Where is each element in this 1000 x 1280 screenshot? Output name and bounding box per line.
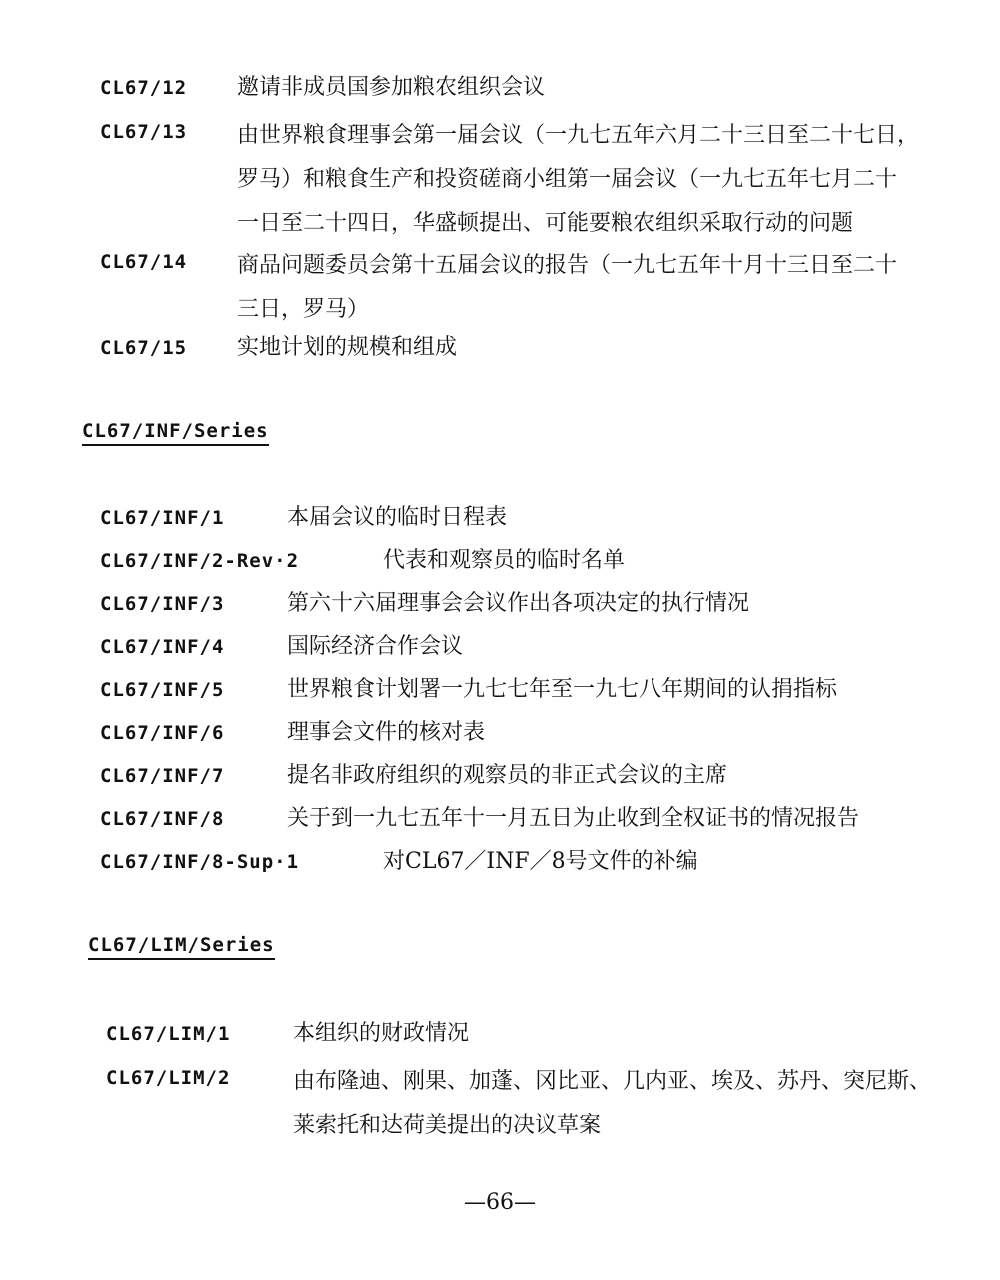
document-code: CL67/15 <box>100 337 188 359</box>
document-code: CL67/13 <box>100 121 188 143</box>
document-title: 世界粮食计划署一九七七年至一九七八年期间的认捐指标 <box>287 677 838 702</box>
document-code: CL67/INF/7 <box>100 765 225 787</box>
document-title: 莱索托和达荷美提出的决议草案 <box>293 1113 602 1138</box>
document-title: 一日至二十四日，华盛顿提出、可能要粮农组织采取行动的问题 <box>237 211 854 236</box>
document-code: CL67/14 <box>100 251 188 273</box>
document-code: CL67/12 <box>100 77 188 99</box>
document-title: 商品问题委员会第十五届会议的报告（一九七五年十月十三日至二十 <box>237 253 898 278</box>
document-title: 对CL67／INF／8号文件的补编 <box>383 849 698 874</box>
document-title: 本届会议的临时日程表 <box>287 505 508 530</box>
document-title: 三日，罗马） <box>237 297 370 322</box>
document-title: 本组织的财政情况 <box>293 1021 470 1046</box>
document-title: 实地计划的规模和组成 <box>237 335 458 360</box>
document-title: 提名非政府组织的观察员的非正式会议的主席 <box>287 763 728 788</box>
document-code: CL67/INF/8-Sup·1 <box>100 851 300 873</box>
document-code: CL67/LIM/2 <box>106 1067 231 1089</box>
document-code: CL67/INF/1 <box>100 507 225 529</box>
document-title: 理事会文件的核对表 <box>287 720 486 745</box>
document-title: 国际经济合作会议 <box>287 634 464 659</box>
document-title: 罗马）和粮食生产和投资磋商小组第一届会议（一九七五年七月二十 <box>237 167 898 192</box>
document-title: 代表和观察员的临时名单 <box>383 548 626 573</box>
document-title: 由世界粮食理事会第一届会议（一九七五年六月二十三日至二十七日， <box>237 123 920 148</box>
document-code: CL67/INF/6 <box>100 722 225 744</box>
document-title: 第六十六届理事会会议作出各项决定的执行情况 <box>287 591 750 616</box>
document-title: 关于到一九七五年十一月五日为止收到全权证书的情况报告 <box>287 806 860 831</box>
document-code: CL67/LIM/1 <box>106 1023 231 1045</box>
section-heading-inf: CL67/INF/Series <box>82 420 269 446</box>
document-title: 由布隆迪、刚果、加蓬、冈比亚、几内亚、埃及、苏丹、突尼斯、 <box>293 1069 932 1094</box>
document-code: CL67/INF/3 <box>100 593 225 615</box>
document-code: CL67/INF/5 <box>100 679 225 701</box>
document-code: CL67/INF/8 <box>100 808 225 830</box>
document-code: CL67/INF/2-Rev·2 <box>100 550 300 572</box>
document-code: CL67/INF/4 <box>100 636 225 658</box>
document-title: 邀请非成员国参加粮农组织会议 <box>237 75 546 100</box>
section-heading-lim: CL67/LIM/Series <box>88 934 275 960</box>
page-number: —66— <box>464 1190 536 1215</box>
